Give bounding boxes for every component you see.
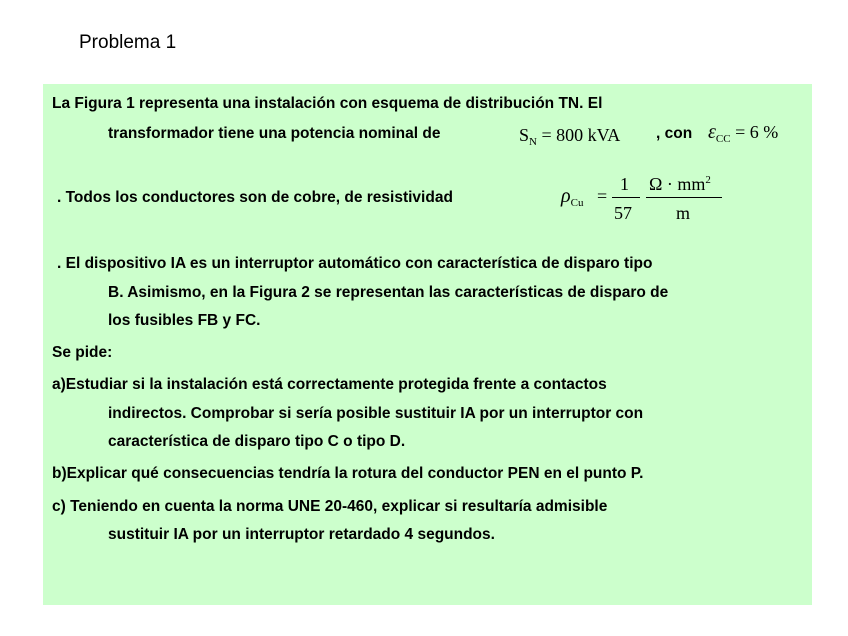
question-b: b)Explicar qué consecuencias tendría la rotura del conductor PEN en el punto P. [52,465,644,482]
formula-short-circuit-voltage [708,121,778,145]
formula-rho-symbol: ρ [561,185,571,207]
question-c-line-1: c) Teniendo en cuenta la norma UNE 20-460, explicar si resultaría admisible [52,498,608,515]
formula-rho-equals: = [597,186,608,206]
statement-line-2: transformador tiene una potencia nominal de [108,125,441,142]
formula-sn-rhs: = 800 kVA [541,125,621,145]
formula-ecc-sub: CC [715,133,731,145]
formula-rho-den1: 57 [614,203,632,223]
statement-line-6: los fusibles FB y FC. [108,312,261,329]
formula-rho-den2: m [676,203,691,223]
question-a-line-2: indirectos. Comprobar si sería posible sustituir IA por un interruptor con [108,405,644,422]
formula-rho-num1: 1 [620,174,629,194]
formula-nominal-power [519,125,620,148]
statement-line-4: . El dispositivo IA es un interruptor automático con característica de disparo tipo [57,255,653,272]
formula-rho-bar2 [646,197,722,198]
formula-ecc-symbol: ε [708,121,716,143]
statement-line-2-con: , con [656,125,693,142]
se-pide-heading: Se pide: [52,344,113,361]
statement-line-5: B. Asimismo, en la Figura 2 se representan las características de disparo de [108,284,669,301]
question-a-line-3: característica de disparo tipo C o tipo D. [108,433,406,450]
question-a-line-1: a)Estudiar si la instalación está correctamente protegida frente a contactos [52,376,607,393]
question-c-line-2: sustituir IA por un interruptor retardado 4 segundos. [108,526,495,543]
formula-rho-bar1 [612,197,640,198]
formula-sn-sub: N [529,136,537,148]
formula-rho-num2 [649,174,711,195]
formula-sn-symbol: S [519,125,530,145]
statement-line-1: La Figura 1 representa una instalación con esquema de distribución TN. El [52,95,603,112]
formula-rho-sub: Cu [570,197,584,209]
formula-rho-num2-text: Ω · mm [649,174,706,194]
formula-rho [561,185,583,209]
formula-rho-num2-sup: 2 [705,174,711,186]
statement-line-3: . Todos los conductores son de cobre, de resistividad [57,189,453,206]
formula-ecc-rhs: = 6 % [735,122,779,142]
page-title: Problema 1 [79,32,177,53]
